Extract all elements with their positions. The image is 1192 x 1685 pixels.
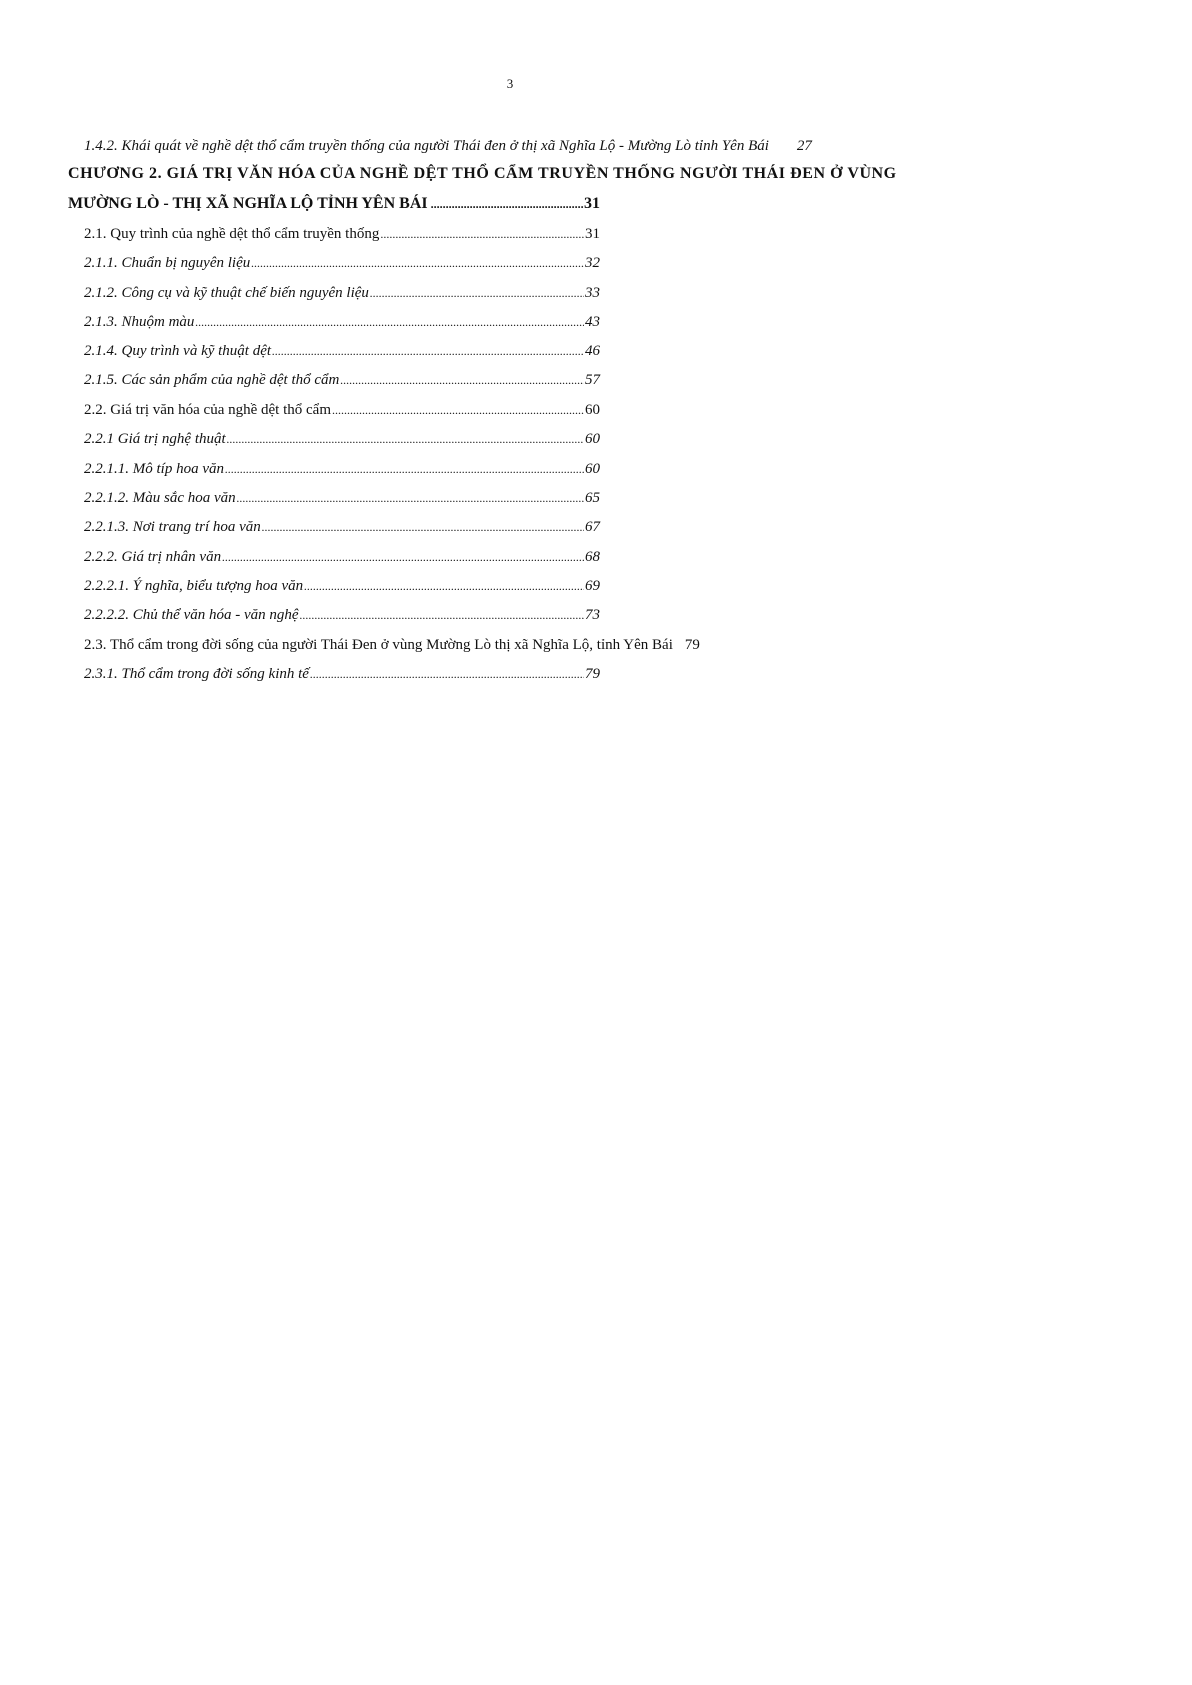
toc-entry-page: 46 [585,343,600,359]
toc-entry-2-2-1-1[interactable] [84,459,600,479]
toc-entry-page: 73 [585,607,600,623]
toc-entry-2-1-1[interactable] [84,253,600,273]
toc-entry-title: 2.3. Thổ cẩm trong đời sống của người Thái Đen ở vùng Mường Lò thị xã Nghĩa Lộ, tỉnh Yên Bái [84,637,673,653]
toc-entry-2-1-3[interactable] [84,312,600,332]
toc-entry-page: 43 [585,314,600,330]
toc-entry-2-2-2-2[interactable] [84,605,600,625]
toc-entry-title: 2.1.3. Nhuộm màu [84,314,195,330]
dot-leader [262,517,584,537]
dot-leader [370,283,584,303]
toc-entry-title: 2.2.2.2. Chủ thể văn hóa - văn nghệ [84,607,299,623]
toc-entry-page: 79 [684,637,700,653]
toc-entry-title: 2.2. Giá trị văn hóa của nghề dệt thổ cẩm [84,402,332,418]
toc-entry-2-1-5[interactable] [84,370,600,390]
toc-entry-2-2-2[interactable] [84,547,600,567]
dot-leader [304,576,584,596]
toc-entry-title: 1.4.2. Khái quát về nghề dệt thổ cẩm truyền thống của người Thái đen ở thị xã Nghĩa Lộ - Mường Lò tỉnh Yên Bái [84,138,769,154]
toc-entry-title: 2.1.5. Các sản phẩm của nghề dệt thổ cẩm [84,372,340,388]
toc-entry-title: 2.2.2.1. Ý nghĩa, biểu tượng hoa văn [84,578,304,594]
dot-leader [340,370,584,390]
toc-entry-2-3[interactable] [84,635,700,655]
toc-entry-page: 60 [585,402,600,418]
toc-entry-title: 2.1.1. Chuẩn bị nguyên liệu [84,255,251,271]
toc-entry-page: 32 [585,255,600,271]
chapter-2-heading-line-1[interactable]: CHƯƠNG 2. GIÁ TRỊ VĂN HÓA CỦA NGHỀ DỆT THỔ CẨM TRUYỀN THỐNG NGƯỜI THÁI ĐEN Ở VÙNG [68,165,897,182]
toc-entry-title: 2.1.4. Quy trình và kỹ thuật dệt [84,343,272,359]
toc-entry-title: 2.2.1.1. Mô típ hoa văn [84,461,224,477]
chapter-2-heading-title: MƯỜNG LÒ - THỊ XÃ NGHĨA LỘ TỈNH YÊN BÁI [68,195,428,212]
toc-entry-title: 2.1. Quy trình của nghề dệt thổ cẩm truyền thống [84,226,380,242]
dot-leader [195,312,584,332]
page-number: 3 [506,76,514,91]
toc-entry-2-2-1-2[interactable] [84,488,600,508]
toc-entry-page: 65 [585,490,600,506]
toc-entry-2-1[interactable] [84,224,600,244]
toc-entry-page: 60 [585,461,600,477]
toc-entry-page: 33 [585,285,600,301]
dot-leader [332,400,584,420]
dot-leader [272,341,584,361]
toc-entry-page: 60 [585,431,600,447]
dot-leader [227,429,584,449]
toc-entry-page: 68 [585,549,600,565]
dot-leader [310,664,584,684]
toc-entry-2-2-2-1[interactable] [84,576,600,596]
dot-leader [222,547,584,567]
toc-entry-page: 27 [796,138,812,154]
toc-entry-2-3-1[interactable] [84,664,600,684]
toc-entry-2-2-1[interactable] [84,429,600,449]
toc-entry-page: 31 [585,226,600,242]
dot-leader [431,194,584,214]
toc-entry-2-2[interactable] [84,400,600,420]
toc-entry-2-1-2[interactable] [84,283,600,303]
toc-entry-title: 2.2.2. Giá trị nhân văn [84,549,222,565]
toc-entry-2-2-1-3[interactable] [84,517,600,537]
toc-entry-page: 79 [585,666,600,682]
toc-entry-page: 67 [585,519,600,535]
toc-entry-page: 69 [585,578,600,594]
toc-entry-title: 2.2.1.2. Màu sắc hoa văn [84,490,236,506]
dot-leader [251,253,584,273]
dot-leader [380,224,584,244]
chapter-2-page: 31 [584,195,600,212]
dot-leader [300,605,584,625]
dot-leader [225,459,584,479]
toc-entry-2-1-4[interactable] [84,341,600,361]
toc-entry-title: 2.2.1 Giá trị nghệ thuật [84,431,226,447]
toc-entry-page: 57 [585,372,600,388]
dot-leader [237,488,584,508]
toc-entry-title: 2.1.2. Công cụ và kỹ thuật chế biến nguyên liệu [84,285,369,301]
toc-entry-title: 2.2.1.3. Nơi trang trí hoa văn [84,519,261,535]
toc-entry-1-4-2[interactable] [84,136,812,156]
chapter-2-heading-line-2[interactable] [68,194,600,214]
toc-entry-title: 2.3.1. Thổ cẩm trong đời sống kinh tế [84,666,309,682]
